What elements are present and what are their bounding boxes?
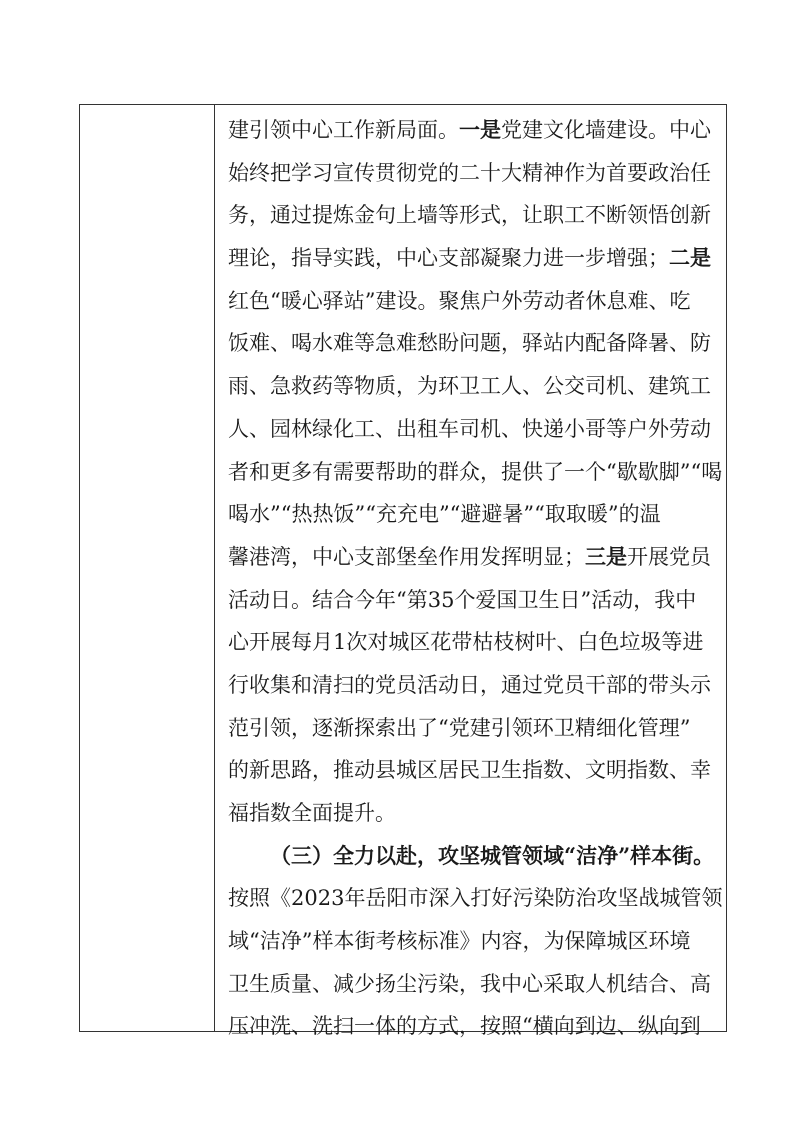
text-run: 按照《2023年岳阳市深入打好污染防治攻坚战城管领 (228, 886, 723, 911)
table-frame (79, 104, 727, 1039)
text-line (228, 1005, 718, 1048)
text-line (228, 707, 718, 750)
column-divider (214, 105, 215, 1031)
text-run: 范引领，逐渐探索出了“党建引领环卫精细化管理” (228, 715, 691, 740)
text-line (228, 579, 718, 622)
text-run: 饭难、喝水难等急难愁盼问题，驿站内配备降暑、防 (228, 331, 711, 356)
text-run: 人、园林绿化工、出租车司机、快递小哥等户外劳动 (228, 416, 711, 441)
text-line (228, 664, 718, 707)
text-run: 域“洁净”样本街考核标准》内容，为保障城区环境 (228, 929, 691, 954)
text-run: 建引领中心工作新局面。 (228, 118, 459, 142)
text-run: 红色“暖心驿站”建设。聚焦户外劳动者休息难、吃 (228, 288, 691, 313)
bold-text-run: 三是 (585, 543, 627, 569)
text-run: 喝水”“热热饭”“充充电”“避避暑”“取取暖”的温 (228, 502, 661, 527)
text-run: 福指数全面提升。 (228, 801, 396, 825)
document-body (228, 109, 723, 1048)
text-line (228, 835, 718, 878)
text-line (228, 621, 718, 664)
text-line (228, 451, 723, 494)
text-line (228, 194, 718, 237)
text-run: 务，通过提炼金句上墙等形式，让职工不断领悟创新 (228, 203, 711, 228)
text-run: 馨港湾，中心支部堡垒作用发挥明显； (228, 544, 585, 569)
text-run: 活动日。结合今年“第35个爱国卫生日”活动，我中 (228, 587, 697, 612)
text-run: 卫生质量、减少扬尘污染，我中心采取人机结合、高 (228, 971, 711, 996)
text-run: 始终把学习宣传贯彻党的二十大精神作为首要政治任 (228, 160, 711, 185)
text-line (228, 792, 718, 835)
text-run: 雨、急救药等物质，为环卫工人、公交司机、建筑工 (228, 374, 711, 399)
text-line (228, 365, 718, 408)
text-run: 者和更多有需要帮助的群众，提供了一个“歇歇脚”“喝 (228, 459, 723, 484)
text-run: 的新思路，推动县城区居民卫生指数、文明指数、幸 (228, 758, 711, 783)
text-line (228, 322, 718, 365)
text-line (228, 877, 723, 920)
text-line (228, 749, 718, 792)
text-run: 压冲洗、洗扫一体的方式，按照“横向到边、纵向到 (228, 1014, 701, 1039)
bold-text-run: （三）全力以赴，攻坚城管领域“洁净”样本街。 (270, 842, 715, 868)
text-line (228, 920, 718, 963)
text-line (228, 152, 718, 195)
bold-text-run: 一是 (459, 117, 501, 142)
text-line (228, 280, 718, 323)
text-run: 理论，指导实践，中心支部凝聚力进一步增强； (228, 246, 669, 271)
text-run: 行收集和清扫的党员活动日，通过党员干部的带头示 (228, 672, 711, 697)
text-line (228, 536, 718, 579)
text-run: 党建文化墙建设。中心 (501, 118, 711, 142)
text-run: 心开展每月1次对城区花带枯枝树叶、白色垃圾等进 (228, 630, 704, 655)
text-line (228, 408, 718, 451)
bold-text-run: 二是 (669, 245, 711, 271)
text-run: 开展党员 (627, 544, 711, 569)
text-line (228, 963, 718, 1006)
text-line (228, 493, 718, 536)
text-line (228, 109, 718, 152)
text-line (228, 237, 718, 280)
